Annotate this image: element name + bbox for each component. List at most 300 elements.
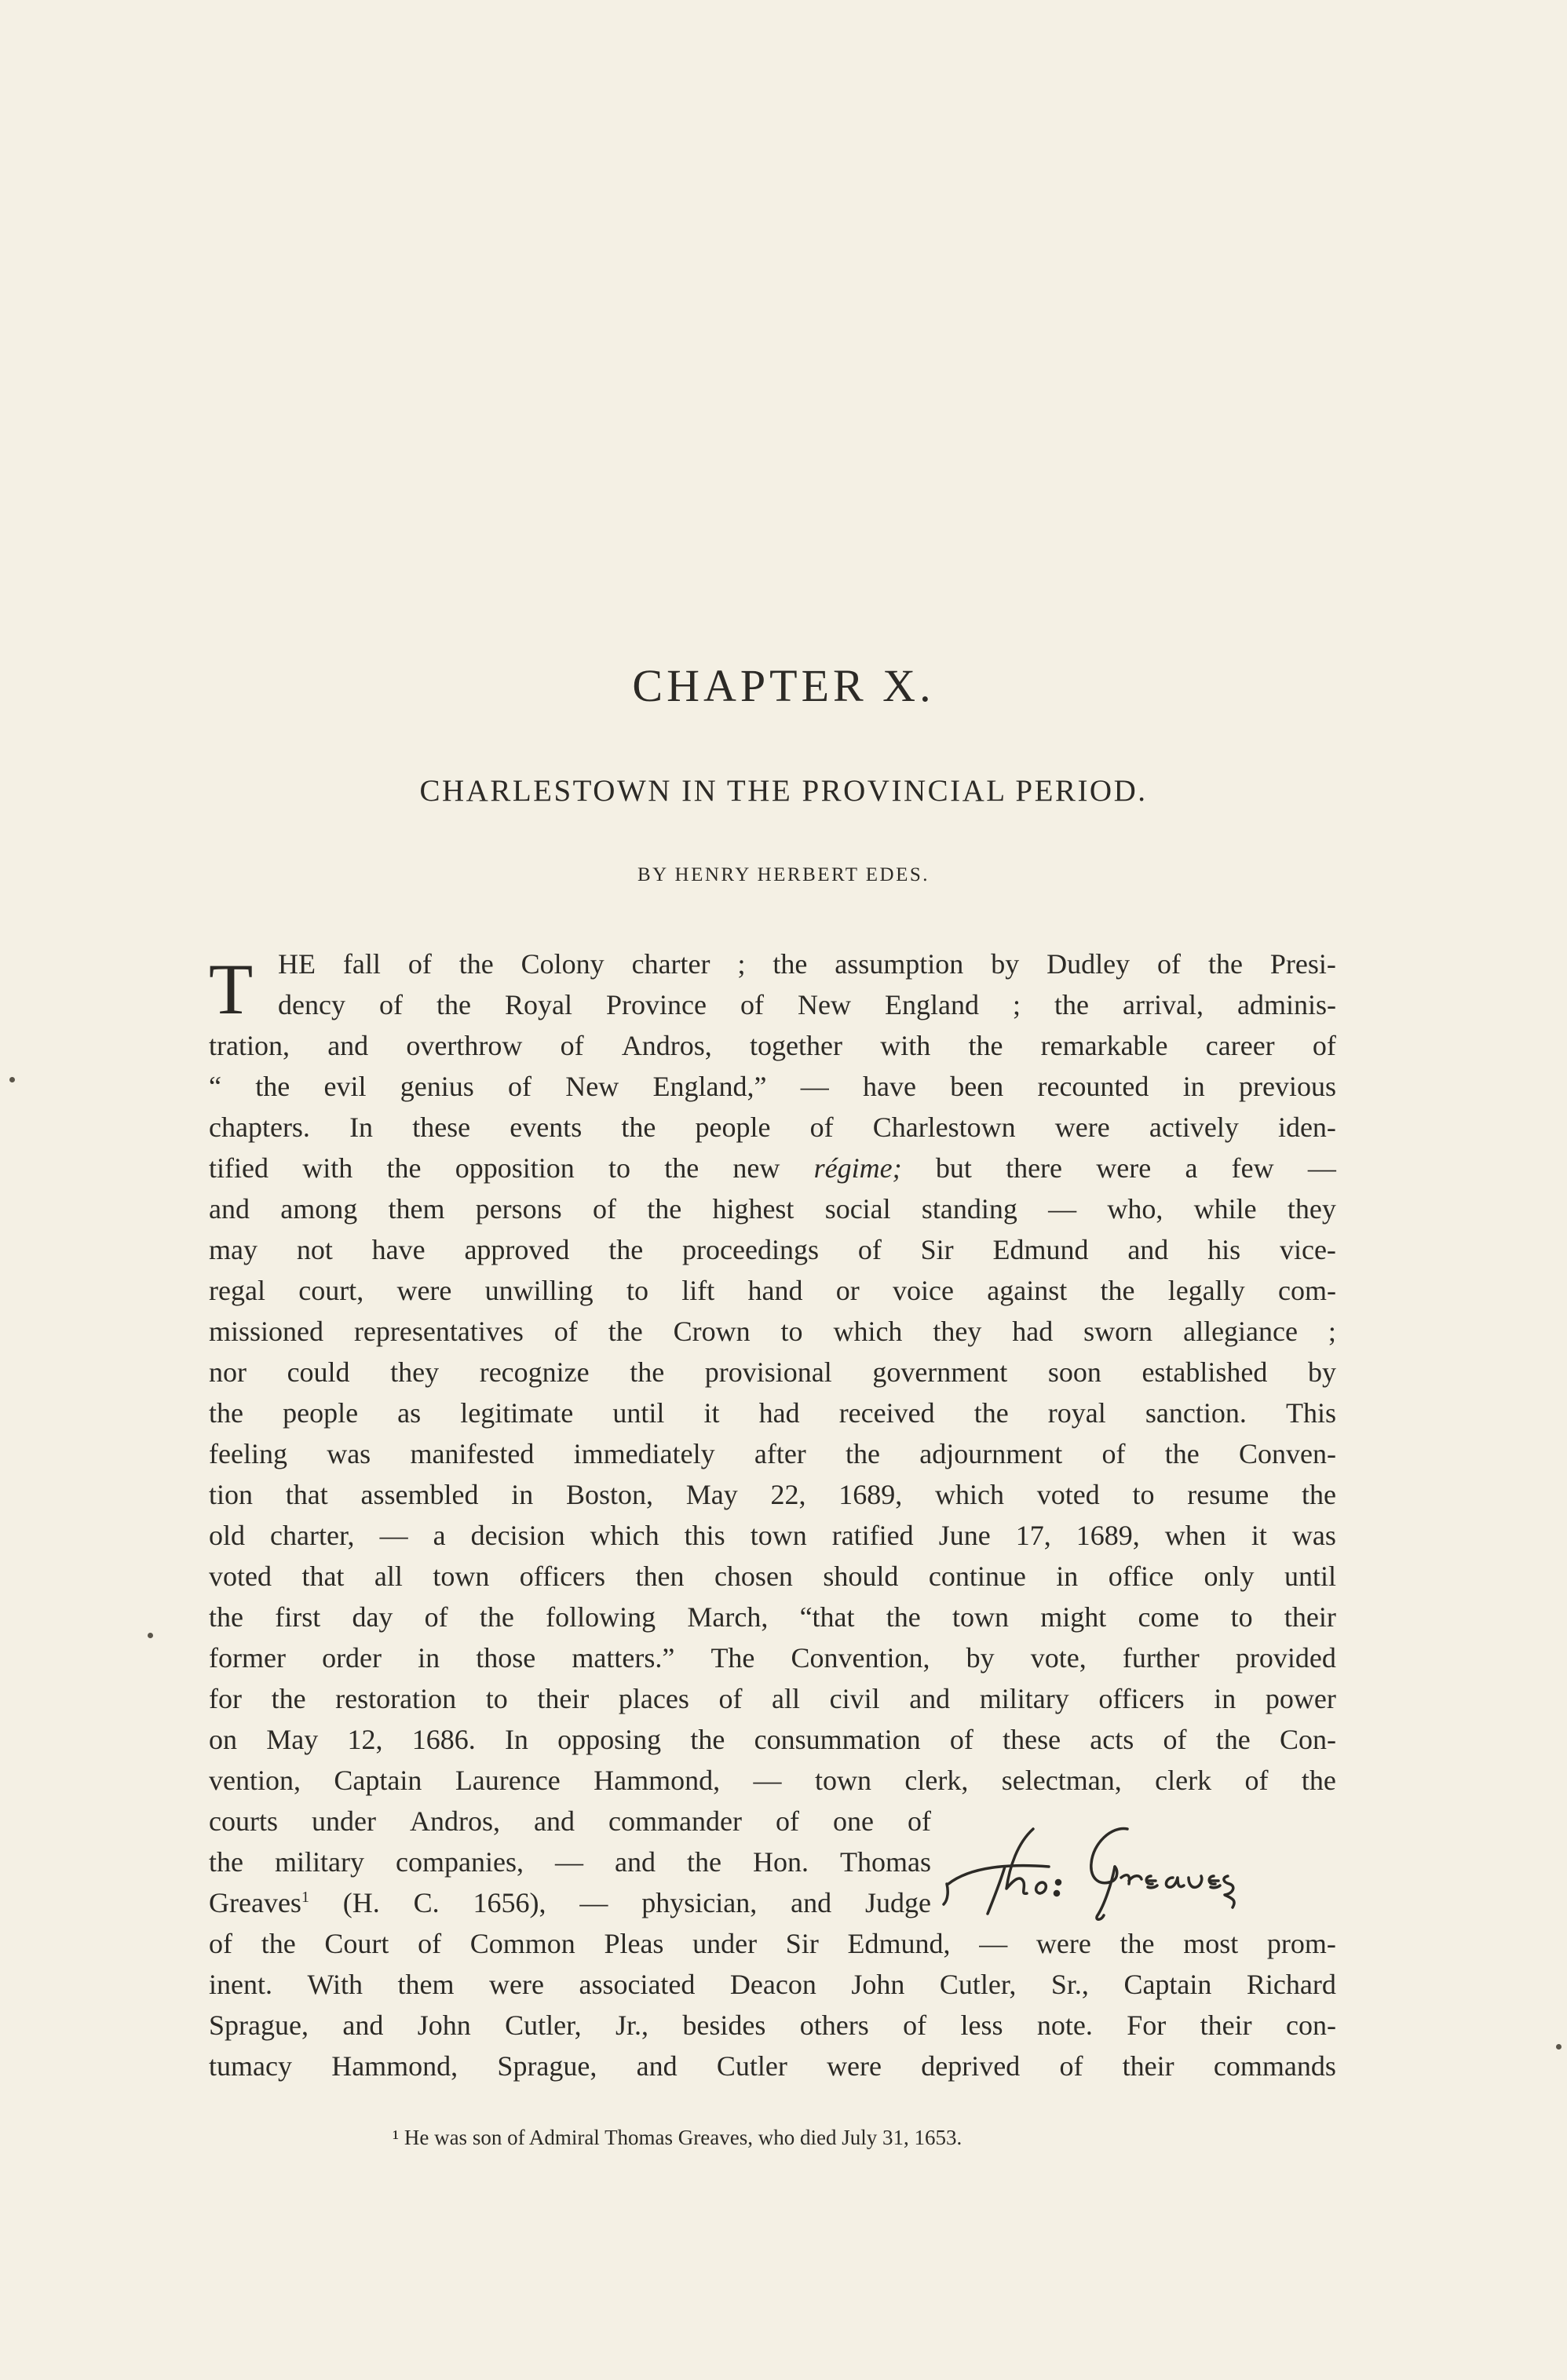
- word: The: [710, 1642, 755, 1674]
- word: Hammond,: [594, 1765, 721, 1796]
- word: military: [275, 1846, 364, 1878]
- text-line: [209, 1393, 1336, 1433]
- text-line: [209, 1882, 931, 1923]
- word: C.: [413, 1887, 440, 1918]
- word: voted: [209, 1561, 272, 1592]
- word: selectman,: [1001, 1765, 1122, 1796]
- word: adjournment: [919, 1438, 1063, 1469]
- text-line: [209, 1515, 1336, 1556]
- word: in: [418, 1642, 440, 1674]
- word: events: [510, 1112, 583, 1143]
- text-line: [209, 1148, 1336, 1188]
- word: assembled: [360, 1479, 479, 1510]
- word: further: [1122, 1642, 1200, 1674]
- word: fall: [342, 948, 381, 980]
- word: consummation: [754, 1724, 921, 1755]
- word: most: [1183, 1928, 1239, 1959]
- word: Colony: [521, 948, 605, 980]
- word: the: [479, 1601, 514, 1633]
- text-line: [209, 1597, 1336, 1637]
- word: acts: [1090, 1724, 1134, 1755]
- word: to: [485, 1683, 508, 1714]
- word: feeling: [209, 1438, 287, 1469]
- word: that: [301, 1561, 345, 1592]
- word: town: [750, 1520, 807, 1551]
- word: together: [750, 1030, 842, 1061]
- word: these: [1003, 1724, 1061, 1755]
- word: in: [1214, 1683, 1236, 1714]
- word: they: [390, 1356, 440, 1388]
- word: new: [732, 1152, 780, 1184]
- word: ratified: [831, 1520, 914, 1551]
- word: England: [885, 989, 979, 1020]
- word: received: [838, 1397, 935, 1429]
- word: John: [851, 1969, 905, 2000]
- word: Presi-: [1269, 948, 1336, 980]
- word: March,: [687, 1601, 769, 1633]
- word: Hammond,: [331, 2050, 458, 2082]
- word: the: [973, 1397, 1009, 1429]
- word: Hon.: [752, 1846, 809, 1878]
- word: people: [283, 1397, 359, 1429]
- word: Province: [606, 989, 707, 1020]
- word: the: [773, 948, 808, 980]
- word: the: [386, 1152, 422, 1184]
- text-line: [209, 2046, 1336, 2086]
- word: Sprague,: [209, 2009, 309, 2041]
- word: com-: [1277, 1275, 1336, 1306]
- word: decision: [470, 1520, 565, 1551]
- word: June: [938, 1520, 991, 1551]
- word: clerk: [1155, 1765, 1212, 1796]
- word: of: [1059, 2050, 1083, 2082]
- chapter-title: CHARLESTOWN IN THE PROVINCIAL PERIOD.: [419, 774, 1148, 808]
- word: Charlestown: [872, 1112, 1016, 1143]
- word: and: [209, 1193, 250, 1225]
- word: which: [590, 1520, 659, 1551]
- word: it: [703, 1397, 720, 1429]
- word: of: [378, 989, 403, 1020]
- drop-cap: T: [209, 949, 254, 1029]
- word: Pleas: [604, 1928, 664, 1959]
- word: to: [626, 1275, 648, 1306]
- word: while: [1193, 1193, 1257, 1225]
- word: their: [1122, 2050, 1174, 2082]
- text-line: [209, 1270, 1336, 1311]
- word: the: [886, 1601, 921, 1633]
- word: a: [433, 1520, 446, 1551]
- word: 1689,: [1076, 1520, 1140, 1551]
- word: This: [1285, 1397, 1336, 1429]
- word: they: [1287, 1193, 1336, 1225]
- word: of: [1163, 1724, 1187, 1755]
- word: regal: [209, 1275, 265, 1306]
- word: —: [1048, 1193, 1077, 1225]
- word: day: [352, 1601, 393, 1633]
- word: —: [379, 1520, 408, 1551]
- word: chapters.: [209, 1112, 310, 1143]
- word: missioned: [209, 1316, 324, 1347]
- word: associated: [579, 1969, 696, 2000]
- word: Captain: [334, 1765, 422, 1796]
- word: matters.”: [572, 1642, 675, 1674]
- word: May: [685, 1479, 738, 1510]
- word: have: [863, 1071, 916, 1102]
- margin-speck: [9, 1077, 15, 1082]
- word: New: [798, 989, 851, 1020]
- word: standing: [921, 1193, 1017, 1225]
- word: ;: [1328, 1316, 1336, 1347]
- word: that: [285, 1479, 328, 1510]
- word: lift: [681, 1275, 715, 1306]
- word: Sprague,: [497, 2050, 597, 2082]
- word: for: [209, 1683, 242, 1714]
- word: against: [987, 1275, 1068, 1306]
- word: England,”: [652, 1071, 767, 1102]
- word: social: [824, 1193, 891, 1225]
- text-line: [209, 1964, 1336, 2005]
- word: the: [968, 1030, 1003, 1061]
- text-line: [209, 1433, 1336, 1474]
- word: these: [412, 1112, 471, 1143]
- word: chosen: [714, 1561, 793, 1592]
- text-line: [209, 1474, 1336, 1515]
- word: but: [935, 1152, 972, 1184]
- word: note.: [1036, 2009, 1093, 2041]
- word: the: [209, 1601, 243, 1633]
- chapter-heading: CHAPTER X.: [632, 660, 935, 711]
- word: tration,: [209, 1030, 290, 1061]
- word: inent.: [209, 1969, 272, 2000]
- word: recounted: [1037, 1071, 1149, 1102]
- word: John: [417, 2009, 471, 2041]
- author-byline: BY HENRY HERBERT EDES.: [637, 864, 930, 885]
- word: Cutler,: [939, 1969, 1017, 2000]
- word: Common: [469, 1928, 575, 1959]
- word: the: [630, 1356, 665, 1388]
- word: sworn: [1083, 1316, 1153, 1347]
- word: 12,: [347, 1724, 383, 1755]
- word: Cutler,: [505, 2009, 582, 2041]
- word: were: [489, 1969, 544, 2000]
- word: adminis-: [1237, 989, 1336, 1020]
- word: immediately: [573, 1438, 715, 1469]
- word: officers: [1098, 1683, 1185, 1714]
- word: government: [872, 1356, 1008, 1388]
- word: the: [647, 1193, 682, 1225]
- word: Con-: [1279, 1724, 1336, 1755]
- word: following: [546, 1601, 656, 1633]
- word: in: [1056, 1561, 1079, 1592]
- word: the: [436, 989, 471, 1020]
- word: the: [1301, 1765, 1336, 1796]
- word: Thomas: [840, 1846, 931, 1878]
- word: remarkable: [1040, 1030, 1168, 1061]
- word: Deacon: [729, 1969, 816, 2000]
- word: régime;: [813, 1152, 902, 1184]
- word: of: [907, 1805, 931, 1837]
- word: been: [950, 1071, 1004, 1102]
- word: until: [1284, 1561, 1336, 1592]
- word: —: [979, 1928, 1008, 1959]
- word: charter: [631, 948, 710, 980]
- word: of: [418, 1928, 442, 1959]
- word: to: [1230, 1601, 1253, 1633]
- word: hand: [747, 1275, 803, 1306]
- word: few: [1231, 1152, 1274, 1184]
- word: the: [1215, 1724, 1251, 1755]
- word: of: [857, 1234, 882, 1265]
- word: may: [209, 1234, 258, 1265]
- word: approved: [464, 1234, 570, 1265]
- word: vice-: [1279, 1234, 1336, 1265]
- word: could: [287, 1356, 350, 1388]
- word: the: [1164, 1438, 1200, 1469]
- word: and: [342, 2009, 384, 2041]
- word: of: [1312, 1030, 1336, 1061]
- word: places: [618, 1683, 689, 1714]
- word: Andros,: [621, 1030, 712, 1061]
- word: town: [814, 1765, 871, 1796]
- text-line: [209, 1188, 1336, 1229]
- word: Conven-: [1238, 1438, 1336, 1469]
- margin-speck: [148, 1633, 153, 1638]
- word: when: [1164, 1520, 1226, 1551]
- word: commands: [1213, 2050, 1336, 2082]
- word: their: [537, 1683, 590, 1714]
- word: should: [823, 1561, 899, 1592]
- word: unwilling: [484, 1275, 594, 1306]
- word: this: [684, 1520, 725, 1551]
- word: besides: [682, 2009, 766, 2041]
- word: the: [608, 1316, 643, 1347]
- word: 17,: [1015, 1520, 1051, 1551]
- word: Jr.,: [615, 2009, 649, 2041]
- word: commander: [608, 1805, 742, 1837]
- word: the: [209, 1397, 243, 1429]
- text-line: [209, 1556, 1336, 1597]
- word: assumption: [835, 948, 964, 980]
- word: legally: [1167, 1275, 1245, 1306]
- word: deprived: [921, 2050, 1021, 2082]
- word: the: [1054, 989, 1090, 1020]
- word: the: [1301, 1479, 1336, 1510]
- word: 1656),: [473, 1887, 546, 1918]
- word: was: [1291, 1520, 1336, 1551]
- word: soon: [1047, 1356, 1101, 1388]
- word: among: [280, 1193, 358, 1225]
- word: Judge: [864, 1887, 931, 1918]
- word: by: [991, 948, 1020, 980]
- text-line: [209, 1311, 1336, 1352]
- word: with: [880, 1030, 931, 1061]
- word: provisional: [704, 1356, 832, 1388]
- word: voice: [893, 1275, 954, 1306]
- word: were: [1096, 1152, 1152, 1184]
- word: as: [397, 1397, 422, 1429]
- word: one: [832, 1805, 874, 1837]
- word: were: [396, 1275, 452, 1306]
- word: they: [933, 1316, 982, 1347]
- word: Sir: [920, 1234, 954, 1265]
- word: the: [209, 1846, 243, 1878]
- word: ;: [1013, 989, 1021, 1020]
- text-line: [209, 1719, 1336, 1760]
- word: charter,: [270, 1520, 355, 1551]
- word: of: [508, 1071, 532, 1102]
- word: Cutler: [716, 2050, 787, 2082]
- word: Court: [324, 1928, 389, 1959]
- word: provided: [1235, 1642, 1336, 1674]
- word: vention,: [209, 1765, 301, 1796]
- word: to: [1132, 1479, 1155, 1510]
- word: or: [835, 1275, 860, 1306]
- word: in: [1182, 1071, 1205, 1102]
- text-line: [209, 984, 1336, 1025]
- word: iden-: [1277, 1112, 1336, 1143]
- word: by: [966, 1642, 995, 1674]
- word: Dudley: [1046, 948, 1131, 980]
- word: order: [322, 1642, 382, 1674]
- footnote-marker: 1: [301, 1889, 309, 1906]
- word: the: [458, 948, 494, 980]
- word: in: [511, 1479, 534, 1510]
- word: persons: [475, 1193, 562, 1225]
- word: With: [307, 1969, 363, 2000]
- word: was: [327, 1438, 371, 1469]
- word: under: [312, 1805, 376, 1837]
- word: civil: [829, 1683, 880, 1714]
- word: highest: [712, 1193, 794, 1225]
- word: New: [565, 1071, 619, 1102]
- word: continue: [928, 1561, 1026, 1592]
- text-line: [209, 944, 1336, 984]
- word: resume: [1187, 1479, 1269, 1510]
- word: to: [780, 1316, 803, 1347]
- word: representatives: [353, 1316, 524, 1347]
- word: dency: [278, 989, 345, 1020]
- text-line: [209, 1066, 1336, 1107]
- word: to: [608, 1152, 630, 1184]
- word: legitimate: [460, 1397, 574, 1429]
- word: the: [608, 1234, 644, 1265]
- word: under: [692, 1928, 758, 1959]
- word: who,: [1107, 1193, 1163, 1225]
- word: the: [1120, 1928, 1155, 1959]
- word: of: [209, 1928, 232, 1959]
- word: military: [979, 1683, 1069, 1714]
- word: which: [935, 1479, 1004, 1510]
- word: might: [1040, 1601, 1107, 1633]
- word: physician,: [641, 1887, 758, 1918]
- word: and: [327, 1030, 369, 1061]
- word: of: [592, 1193, 616, 1225]
- word: and: [1127, 1234, 1169, 1265]
- word: Edmund: [992, 1234, 1089, 1265]
- word: his: [1207, 1234, 1241, 1265]
- margin-speck: [1556, 2044, 1562, 2050]
- word: vote,: [1030, 1642, 1087, 1674]
- word: Edmund,: [847, 1928, 951, 1959]
- word: office: [1108, 1561, 1174, 1592]
- word: the: [1207, 948, 1243, 980]
- word: officers: [519, 1561, 606, 1592]
- signature-image: [939, 1812, 1339, 1929]
- word: the: [621, 1112, 656, 1143]
- word: and: [614, 1846, 656, 1878]
- word: In: [349, 1112, 374, 1143]
- word: have: [371, 1234, 426, 1265]
- word: court,: [298, 1275, 364, 1306]
- word: 1689,: [838, 1479, 903, 1510]
- word: Royal: [505, 989, 572, 1020]
- word: after: [754, 1438, 806, 1469]
- word: of: [1244, 1765, 1269, 1796]
- word: Convention,: [791, 1642, 930, 1674]
- word: “: [209, 1071, 221, 1102]
- text-line: [209, 1637, 1336, 1678]
- word: ;: [737, 948, 746, 980]
- word: sanction.: [1145, 1397, 1247, 1429]
- word: opposition: [455, 1152, 575, 1184]
- word: —: [753, 1765, 782, 1796]
- text-line: [209, 1760, 1336, 1801]
- text-line: [209, 1678, 1336, 1719]
- word: the: [1100, 1275, 1135, 1306]
- word: allegiance: [1183, 1316, 1298, 1347]
- word: by: [1307, 1356, 1336, 1388]
- word: and: [636, 2050, 678, 2082]
- text-line: [209, 1229, 1336, 1270]
- word: them: [397, 1969, 455, 2000]
- word: then: [635, 1561, 685, 1592]
- word: manifested: [410, 1438, 535, 1469]
- word: those: [476, 1642, 536, 1674]
- word: were: [1054, 1112, 1110, 1143]
- word: Crown: [673, 1316, 751, 1347]
- word: Laurence: [455, 1765, 561, 1796]
- text-line: [209, 1107, 1336, 1148]
- word: 22,: [770, 1479, 806, 1510]
- word: of: [775, 1805, 799, 1837]
- word: Boston,: [565, 1479, 654, 1510]
- word: tumacy: [209, 2050, 292, 2082]
- word: tion: [209, 1479, 254, 1510]
- word: them: [388, 1193, 445, 1225]
- word: Greaves$^1$: [209, 1887, 309, 1918]
- word: with: [302, 1152, 353, 1184]
- word: actively: [1149, 1112, 1239, 1143]
- footnote: ¹ He was son of Admiral Thomas Greaves, who died July 31, 1653.: [393, 2126, 962, 2149]
- word: of: [740, 989, 764, 1020]
- word: restoration: [335, 1683, 457, 1714]
- word: a: [1185, 1152, 1198, 1184]
- word: “that: [799, 1601, 855, 1633]
- word: of: [718, 1683, 743, 1714]
- word: town: [952, 1601, 1009, 1633]
- word: opposing: [557, 1724, 662, 1755]
- word: arrival,: [1123, 989, 1204, 1020]
- word: the: [846, 1438, 881, 1469]
- word: —: [554, 1846, 583, 1878]
- word: first: [275, 1601, 321, 1633]
- word: evil: [323, 1071, 367, 1102]
- word: had: [1012, 1316, 1054, 1347]
- word: con-: [1285, 2009, 1336, 2041]
- word: the: [261, 1928, 296, 1959]
- word: established: [1141, 1356, 1268, 1388]
- word: until: [612, 1397, 665, 1429]
